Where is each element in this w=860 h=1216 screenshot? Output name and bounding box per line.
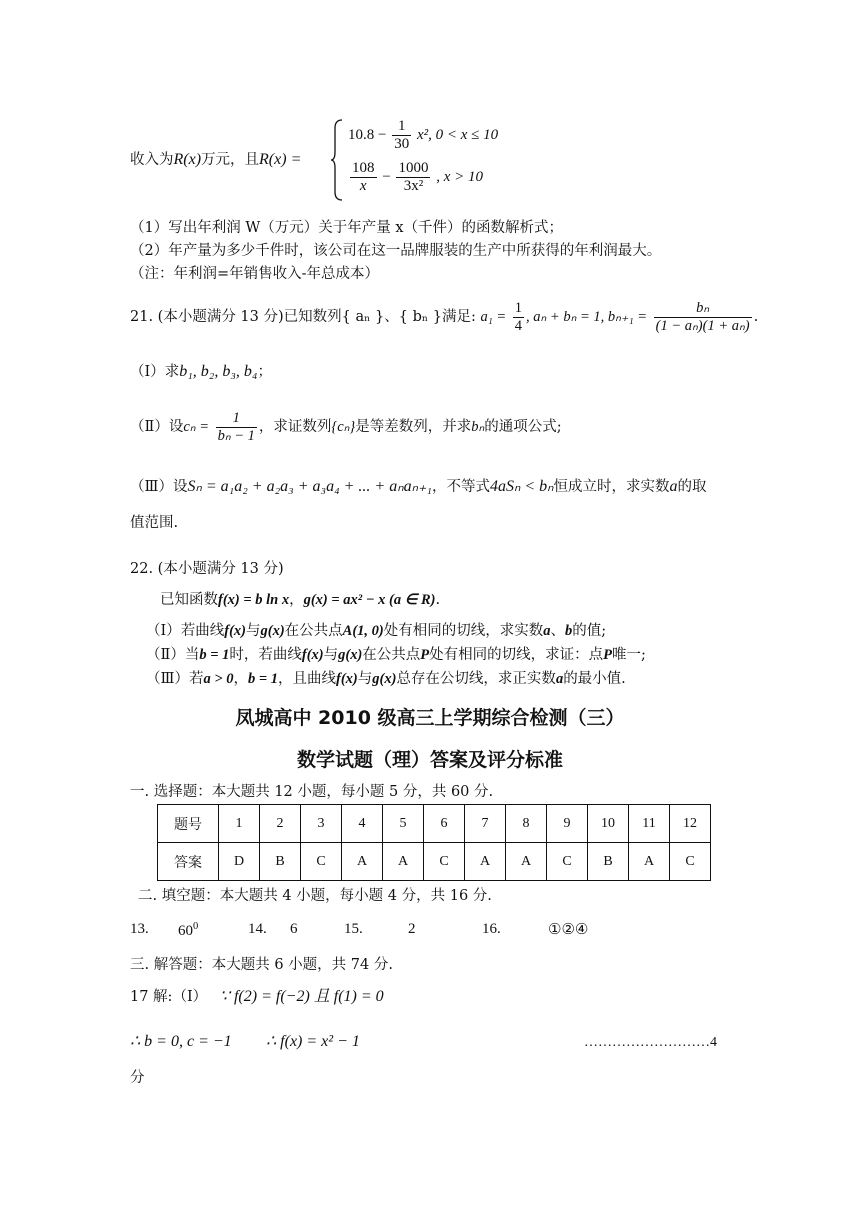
row-label-answer: 答案 <box>158 843 219 881</box>
table-cell: A <box>629 843 670 881</box>
q22-p2-cond: b = 1 <box>199 647 230 663</box>
q22-p2-P: P <box>420 647 430 663</box>
case2-minus: − <box>382 169 391 186</box>
table-cell: 12 <box>670 805 711 843</box>
q22-p1-pt: A(1, 0) <box>342 623 384 639</box>
table-cell: 10 <box>588 805 629 843</box>
q22-p1-sep: 、 <box>550 623 565 639</box>
q21-head-text: 21. (本小题满分 13 分)已知数列{ aₙ }、{ bₙ }满足: <box>130 309 476 326</box>
case2-num1: 108 <box>350 160 377 178</box>
q22-given-sep: ， <box>289 592 304 608</box>
case2-num2: 1000 <box>396 160 430 178</box>
q22-p3-mid: ，且曲线 <box>278 671 337 687</box>
table-cell: B <box>588 843 629 881</box>
table-cell: 7 <box>465 805 506 843</box>
q21-part2-num: 1 <box>216 410 257 428</box>
q21-part3-tail: 恒成立时，求实数 <box>553 479 670 495</box>
fill-15-num: 15. <box>344 921 363 937</box>
fill-16-val: ①②④ <box>548 920 589 938</box>
q20-lead-lhs: R(x) = <box>259 151 302 168</box>
fill-16-num: 16. <box>482 921 501 937</box>
table-cell: D <box>219 843 260 881</box>
s17-line2a: ∴ b = 0, c = −1 <box>130 1033 232 1050</box>
answer-table-row-answers <box>158 843 711 881</box>
table-cell: 6 <box>424 805 465 843</box>
q22-p2-end: 唯一; <box>612 647 646 663</box>
s17-line2b: ∴ f(x) = x² − 1 <box>266 1033 360 1050</box>
q20-case2 <box>348 160 483 196</box>
q20-lead-unit: 万元，且 <box>201 152 260 168</box>
solution-17-score: ………………………4 <box>584 1035 717 1050</box>
fill-13-num: 13. <box>130 921 149 937</box>
answer-table-row-numbers <box>158 805 711 843</box>
table-cell: C <box>547 843 588 881</box>
q22-p2-P2: P <box>603 647 613 663</box>
q21-part2-end: 的通项公式; <box>484 419 562 436</box>
q22-given-end: . <box>435 592 441 608</box>
table-cell: 9 <box>547 805 588 843</box>
q22-p3 <box>146 670 626 688</box>
q21-part1-expr: b₁, b₂, b₃, b₄ <box>179 363 258 380</box>
q22-p2-mid: 时，若曲线 <box>229 647 302 663</box>
q21-a1-den: 4 <box>514 317 523 334</box>
case2-den2: 3x² <box>403 178 424 195</box>
q22-p2 <box>146 646 646 664</box>
q22-p3-c1: a > 0 <box>203 671 234 687</box>
table-cell: 2 <box>260 805 301 843</box>
fill-15-val: 2 <box>408 921 416 937</box>
fill-14-val: 6 <box>290 921 298 937</box>
answer-table <box>157 804 711 881</box>
fill-13-value: 60 <box>178 923 193 939</box>
table-cell: A <box>506 843 547 881</box>
q22-p3-f: f(x) <box>336 671 358 687</box>
fill-answers <box>130 920 730 942</box>
fill-14-num: 14. <box>248 921 267 937</box>
section-fill-heading: 二. 填空题：本大题共 4 小题，每小题 4 分，共 16 分. <box>138 888 492 904</box>
q20-lead-func: R(x) <box>173 151 202 168</box>
q21-part3-ineq: 4aSₙ < bₙ <box>489 478 554 495</box>
q21-part2-set: {cₙ} <box>331 419 356 436</box>
q21-part3-mid: ，不等式 <box>431 479 490 495</box>
case1-num: 1 <box>392 118 411 136</box>
q22-p1-pre: （Ⅰ）若曲线 <box>146 623 225 639</box>
table-cell: 11 <box>629 805 670 843</box>
q20-note: （注：年利润=年销售收入-年总成本） <box>130 266 380 282</box>
solution-17-score-unit: 分 <box>130 1070 145 1086</box>
row-label-number: 题号 <box>158 805 219 843</box>
case1-prefix: 10.8 − <box>348 127 387 144</box>
q21-part2-tail: 是等差数列，并求 <box>355 419 472 436</box>
case1-suffix: x², 0 < x ≤ 10 <box>416 127 499 144</box>
q21-a1-num: 1 <box>514 300 523 316</box>
q22-p3-a: a <box>555 671 564 687</box>
q21-part3-expr: Sₙ = a₁a₂ + a₂a₃ + a₃a₄ + ... + aₙaₙ₊₁ <box>187 478 432 495</box>
q21-rec-num: bₙ <box>654 300 752 318</box>
table-cell: A <box>383 843 424 881</box>
piecewise-brace <box>330 118 344 202</box>
case2-den1: x <box>359 178 367 195</box>
table-cell: 5 <box>383 805 424 843</box>
q21-part1 <box>130 362 272 382</box>
answer-title-main: 凤城高中 2010 级高三上学期综合检测（三） <box>235 707 625 729</box>
q22-p1-g: g(x) <box>260 623 285 639</box>
q21-part2 <box>130 410 562 444</box>
q22-p1-end: 的值; <box>572 623 607 639</box>
q21-part2-bn: bₙ <box>471 419 485 436</box>
q22-p3-pre: （Ⅲ）若 <box>146 671 204 687</box>
q21-rec-den: (1 − aₙ)(1 + aₙ) <box>655 317 750 334</box>
table-cell: C <box>424 843 465 881</box>
solution-17-head <box>130 987 384 1007</box>
q21-part3 <box>130 477 707 497</box>
q21-part3-pre: （Ⅲ）设 <box>130 479 188 495</box>
q22-p3-g: g(x) <box>372 671 397 687</box>
q21-a1-lhs: a₁ = <box>480 309 507 326</box>
table-cell: 3 <box>301 805 342 843</box>
table-cell: C <box>301 843 342 881</box>
s17-head: 17 解:（Ⅰ） <box>130 989 208 1005</box>
table-cell: A <box>465 843 506 881</box>
q22-p2-pre: （Ⅱ）当 <box>146 647 200 663</box>
q22-p3-end: 的最小值. <box>563 671 626 687</box>
table-cell: A <box>342 843 383 881</box>
q21-part2-frac <box>216 410 257 444</box>
q22-p2-and: 与 <box>323 647 339 663</box>
answer-title-sub: 数学试题（理）答案及评分标准 <box>296 749 563 771</box>
fill-13-val <box>178 920 198 941</box>
table-cell: 4 <box>342 805 383 843</box>
q22-p1-tail: 处有相同的切线，求实数 <box>383 623 544 639</box>
q21-cond-mid: , aₙ + bₙ = 1, bₙ₊₁ = <box>526 309 648 326</box>
q21-rec-end: . <box>753 309 759 326</box>
q22-p1 <box>146 622 606 640</box>
q22-p1-a: a <box>543 623 551 639</box>
q22-p2-tail: 处有相同的切线，求证：点 <box>429 647 604 663</box>
q21-part3-a: a <box>669 478 678 495</box>
fill-13-sup: 0 <box>193 921 199 932</box>
q22-p1-f: f(x) <box>224 623 246 639</box>
q22-p1-mid: 在公共点 <box>284 623 343 639</box>
q22-p3-sep: ， <box>233 671 248 687</box>
q22-given-pre: 已知函数 <box>160 592 218 608</box>
q22-p3-and: 与 <box>357 671 373 687</box>
q21-part2-mid: ，求证数列 <box>258 419 332 436</box>
table-cell: B <box>260 843 301 881</box>
section-choice-heading: 一. 选择题：本大题共 12 小题，每小题 5 分，共 60 分. <box>130 784 494 800</box>
table-cell: 1 <box>219 805 260 843</box>
q22-p2-f: f(x) <box>301 647 324 663</box>
table-cell: C <box>670 843 711 881</box>
q21-part3-line2: 值范围. <box>130 515 179 531</box>
q20-revenue-line <box>130 150 301 170</box>
q22-p2-g: g(x) <box>338 647 363 663</box>
q21-rec-frac <box>654 300 752 334</box>
case1-fraction <box>392 118 411 154</box>
s17-line1: ∵ f(2) = f(−2) 且 f(1) = 0 <box>219 988 384 1005</box>
q22-p1-and: 与 <box>245 623 261 639</box>
case2-tail: , x > 10 <box>436 169 483 186</box>
q21-part2-lhs: cₙ = <box>183 419 209 436</box>
case2-fraction1 <box>350 160 377 196</box>
q22-p2-mid2: 在公共点 <box>362 647 421 663</box>
q20-case1 <box>348 118 498 154</box>
q21-part1-pre: （Ⅰ）求 <box>130 364 180 380</box>
q22-p1-b: b <box>565 623 573 639</box>
q22-p3-c2: b = 1 <box>248 671 279 687</box>
q21-head <box>130 300 758 334</box>
q21-part2-pre: （Ⅱ）设 <box>130 419 184 436</box>
q20-part2: （2）年产量为多少千件时，该公司在这一品牌服装的生产中所获得的年利润最大。 <box>130 243 662 259</box>
q21-a1-frac <box>513 300 524 334</box>
case2-fraction2 <box>396 160 430 196</box>
case1-den: 30 <box>394 136 410 153</box>
q22-given-g: g(x) = ax² − x (a ∈ R) <box>303 592 436 608</box>
q20-lead-text: 收入为 <box>130 152 174 168</box>
table-cell: 8 <box>506 805 547 843</box>
q21-part1-end: ； <box>257 364 272 380</box>
section-solution-heading: 三. 解答题：本大题共 6 小题，共 74 分. <box>130 957 393 973</box>
q20-part1: （1）写出年利润 W（万元）关于年产量 x（千件）的函数解析式； <box>130 220 564 236</box>
q22-given-f: f(x) = b ln x <box>218 592 290 608</box>
q22-given <box>160 591 440 609</box>
q22-head: 22. (本小题满分 13 分) <box>130 561 284 577</box>
q21-part3-end: 的取 <box>677 479 707 495</box>
q22-p3-tail: 总存在公切线，求正实数 <box>396 671 556 687</box>
q21-part2-den: bₙ − 1 <box>217 427 255 444</box>
